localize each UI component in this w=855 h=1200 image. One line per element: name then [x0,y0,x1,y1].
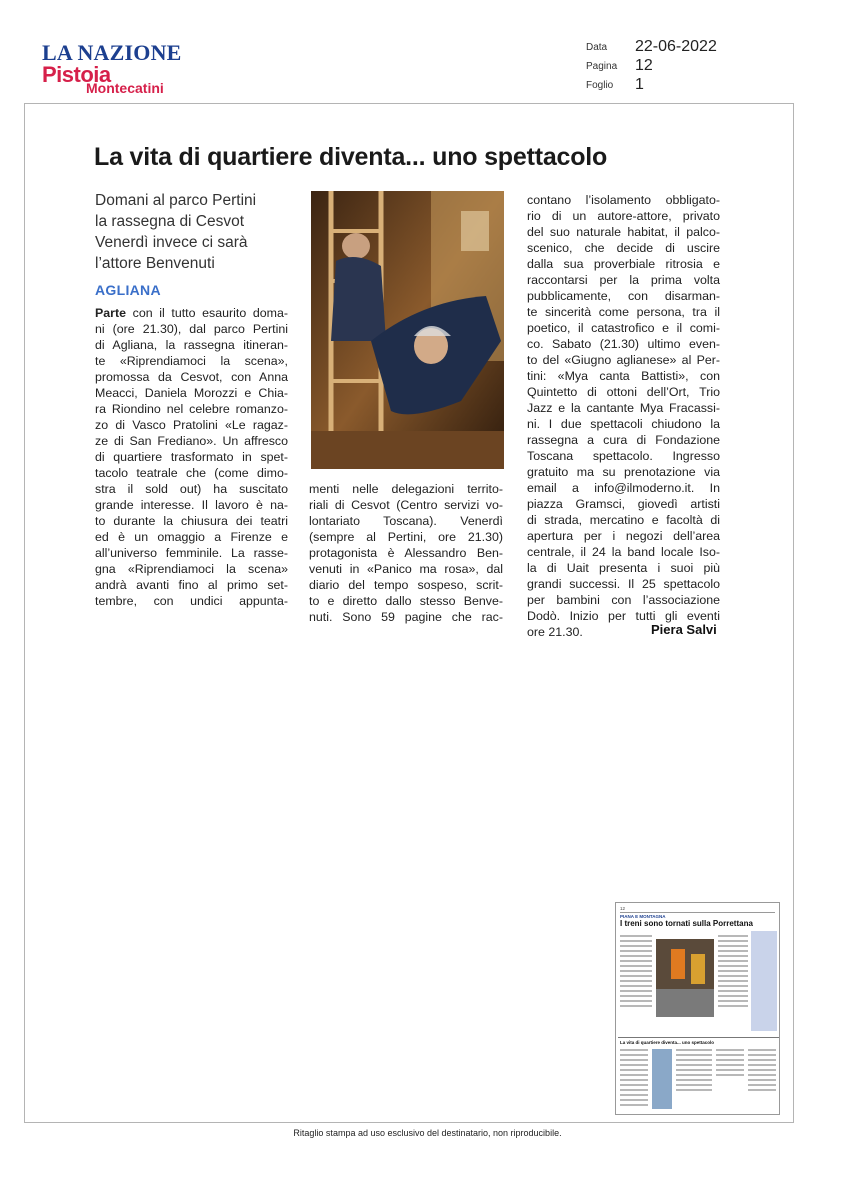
column-line: ra Riondino nel celebre romanzo- [95,402,288,416]
masthead-title: LA NAZIONE [42,40,182,65]
column-line: te «Riprendiamoci la scena», [95,354,288,368]
column-line: centrale, il 24 la band locale Iso- [527,545,720,559]
column-line: andrà avanti fino al primo set- [95,578,288,592]
column-line: to e diretto dallo stesso Benve- [309,594,503,608]
column-line: Dodò. Inizio per tutti gli eventi [527,609,720,623]
column-line: (sempre al Pertini, ore 21.30) [309,530,503,544]
thumbnail-article-title: La vita di quartiere diventa... uno spettacolo [620,1040,715,1045]
column-line: Toscana spettacolo. Ingresso [527,449,720,463]
dateline-place: AGLIANA [95,282,161,298]
sheet-label: Foglio [586,80,614,91]
lead-word: Parte [95,306,126,320]
column-line: riali di Cesvot (Centro servizi vo- [309,498,503,512]
column-line: Jazz e la cantante Mya Fracassi- [527,401,720,415]
byline: Piera Salvi [651,622,717,637]
column-line: pubblicamente, con disarman- [527,289,720,303]
column-line: contano l’isolamento obbligato- [527,193,720,207]
column-line: di Agliana, la rassegna itineran- [95,338,288,352]
column-line: poetico, il catastrofico e il comi- [527,321,720,335]
column-line: raccontarsi per la prima volta [527,273,720,287]
column-line: la di Uait presenta i suoi più [527,561,720,575]
column-line: tacolo teatrale che (come dimo- [95,466,288,480]
column-line: co. Sabato (21.30) ultimo even- [527,337,720,351]
column-line: tini: «Mya canta Battisti», con [527,369,720,383]
article-photo [311,191,504,469]
article-headline: La vita di quartiere diventa... uno spettacolo [94,143,608,171]
column-line: grande interesse. Il lavoro è na- [95,498,288,512]
thumbnail-section: PIANA E MONTAGNA [620,914,666,919]
column-line: Quintetto di ottoni dell’Ort, Trio [527,385,720,399]
column-line: gratuito ma su prenotazione via [527,465,720,479]
column-line: rio di un autore-attore, privato [527,209,720,223]
article-column-3 [527,192,720,640]
column-line: di strada, mercatino e facoltà di [527,513,720,527]
column-line: scenico, che decide di uscire [527,241,720,255]
column-line: ze di San Frediano». Un affresco [95,434,288,448]
column-line: dalla sua proverbiale ritrosia e [527,257,720,271]
column-line: ni (ore 21.30), dal parco Pertini [95,322,288,336]
thumbnail-title: I treni sono tornati sulla Porrettana [620,919,753,928]
column-line: rassegna a cura di Fondazione [527,433,720,447]
column-line: to durante la chiusura dei teatri [95,514,288,528]
thumbnail-page-layout [616,929,780,1115]
column-line: Meacci, Daniela Morozzi e Chia- [95,386,288,400]
date-value: 22-06-2022 [635,38,717,55]
column-line: ed è un omaggio a Firenze e [95,530,288,544]
page-thumbnail [615,902,780,1115]
column-line: di quartiere trasformato in spet- [95,450,288,464]
summary-line: l’attore Benvenuti [95,255,215,272]
column-line: piazza Gramsci, giovedì artisti [527,497,720,511]
masthead-edition: Pistoia [42,62,111,87]
column-line: grandi successi. Il 25 spettacolo [527,577,720,591]
article-column-2 [309,481,503,625]
column-line: ni. I due spettacoli chiudono la [527,417,720,431]
article-summary [95,190,295,274]
column-line: lontariato Toscana). Venerdì [309,514,503,528]
column-line: zo di Vasco Pratolini «Le ragaz- [95,418,288,432]
article-column-1 [95,305,288,609]
column-line: apertura per i negozi dell’area [527,529,720,543]
column-line: diario del tempo sospeso, scrit- [309,578,503,592]
column-line: email a info@ilmoderno.it. In [527,481,720,495]
column-line: nuti. Sono 59 pagine che rac- [309,610,503,624]
column-line: protagonista è Alessandro Ben- [309,546,503,560]
column-line: all’universo femminile. La rasse- [95,546,288,560]
column-line: menti nelle delegazioni territo- [309,482,503,496]
footer-notice: Ritaglio stampa ad uso esclusivo del destinatario, non riproducibile. [293,1128,562,1138]
column-line: del suo naturale habitat, il palco- [527,225,720,239]
summary-line: la rassegna di Cesvot [95,213,245,230]
thumbnail-page-number: 12 [620,906,626,911]
column-line: to del «Giugno aglianese» al Per- [527,353,720,367]
column-line: gna «Riprendiamoci la scena» [95,562,288,576]
sheet-value: 1 [635,76,644,93]
column-line: stra il sold out) ha suscitato [95,482,288,496]
date-label: Data [586,42,608,53]
summary-line: Venerdì invece ci sarà [95,234,248,251]
column-line: promossa da Cesvot, con Anna [95,370,288,384]
column-line: venuti in «Panico ma rosa», dal [309,562,503,576]
summary-line: Domani al parco Pertini [95,192,257,209]
column-line: per bambini con l’associazione [527,593,720,607]
column-line: te sincerità come persona, tra il [527,305,720,319]
page-label: Pagina [586,61,618,72]
masthead-subedition: Montecatini [86,80,164,96]
column-line: con il tutto esaurito doma- [126,306,288,320]
column-line: ore 21.30. [527,625,583,639]
column-line: tembre, con undici appunta- [95,594,288,608]
page-value: 12 [635,57,653,74]
